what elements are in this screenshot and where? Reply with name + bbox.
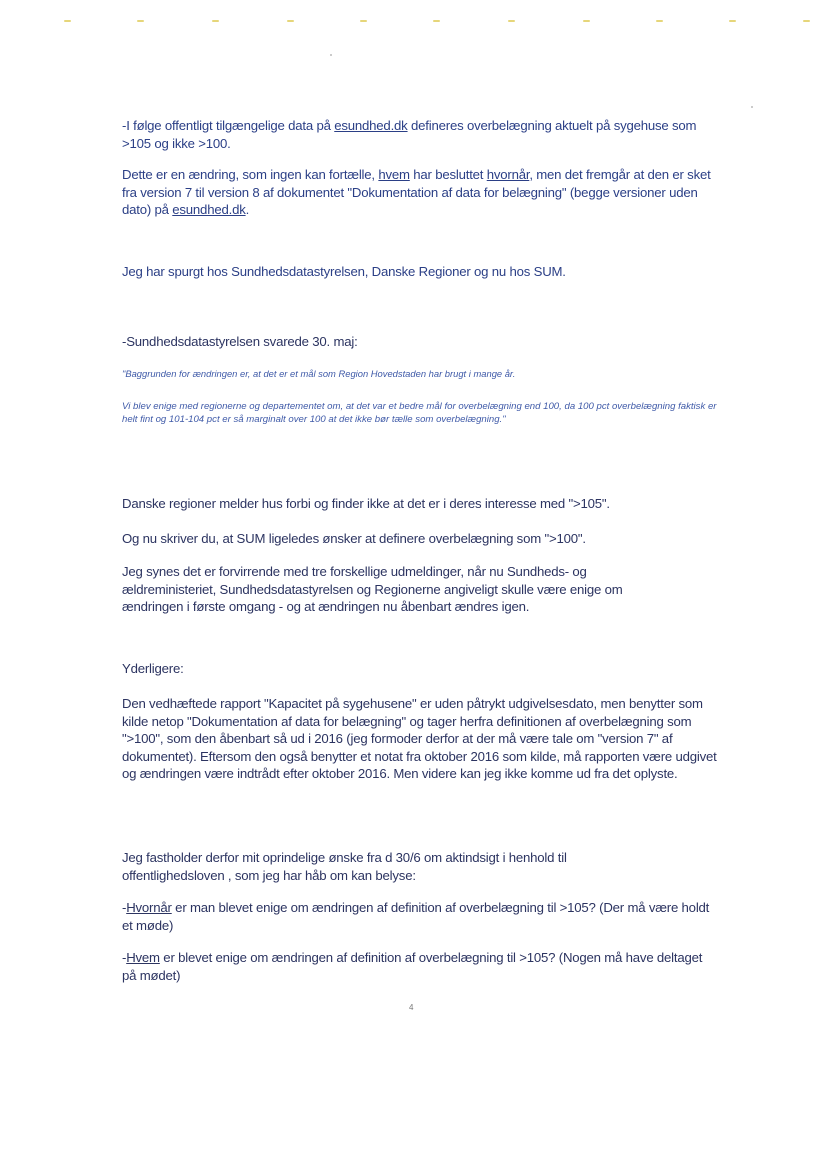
paragraph-request: Jeg fastholder derfor mit oprindelige ønske fra d 30/6 om aktindsigt i henhold til offentlighedsloven , som jeg har håb om kan belyse: bbox=[122, 850, 567, 883]
quote-background: "Baggrunden for ændringen er, at det er et mål som Region Hovedstaden har brugt i mange år. bbox=[122, 368, 516, 379]
question-who: -Hvem er blevet enige om ændringen af definition af overbelægning til >105? (Nogen må have deltaget på mødet) bbox=[122, 950, 703, 983]
scan-artifacts bbox=[0, 14, 828, 28]
heading-further: Yderligere: bbox=[122, 661, 184, 676]
scan-speck bbox=[330, 54, 332, 56]
esundhed-link[interactable]: esundhed.dk bbox=[172, 202, 246, 217]
paragraph-change: Dette er en ændring, som ingen kan fortælle, hvem har besluttet hvornår, men det fremgår at den er sket fra version 7 til version 8 af dokumentet "Dokumentation af data for belægning" (begge versioner uden dato) på esundhed.dk. bbox=[122, 167, 711, 217]
scan-speck bbox=[751, 106, 753, 108]
paragraph-asked: Jeg har spurgt hos Sundhedsdatastyrelsen, Danske Regioner og nu hos SUM. bbox=[122, 264, 566, 279]
quote-agreement: Vi blev enige med regionerne og departementet om, at det var et bedre mål for overbelægning end 100, da 100 pct overbelægning faktisk er helt fint og 101-104 pct er så marginalt over 100 at det ikke bør tælle som overbelægning." bbox=[122, 401, 717, 425]
page-number: 4 bbox=[409, 1003, 414, 1012]
paragraph-confusing: Jeg synes det er forvirrende med tre forskellige udmeldinger, når nu Sundheds- og ældreministeriet, Sundhedsdatastyrelsen og Regionerne angiveligt skulle være enige om ændringen i første omgang - og at ændringen nu åbenbart ændres igen. bbox=[122, 564, 623, 614]
esundhed-link[interactable]: esundhed.dk bbox=[334, 118, 408, 133]
paragraph-definition: -I følge offentligt tilgængelige data på esundhed.dk defineres overbelægning aktuelt på sygehuse som >105 og ikke >100. bbox=[122, 118, 697, 151]
paragraph-report: Den vedhæftede rapport "Kapacitet på sygehusene" er uden påtrykt udgivelsesdato, men benytter som kilde netop "Dokumentation af data for belægning" og tager herfra definitionen af overbelægning som ">100", som den åbenbart så ud i 2016 (jeg formoder derfor at der må være tale om "version 7" af dokumentet). Eftersom den også benytter et notat fra oktober 2016 som kilde, må rapporten være udgivet og ændringen være indtrådt efter oktober 2016. Men videre kan jeg ikke komme ud fra det oplyste. bbox=[122, 696, 717, 781]
paragraph-danske-regioner: Danske regioner melder hus forbi og finder ikke at det er i deres interesse med ">105". bbox=[122, 496, 610, 511]
paragraph-sum: Og nu skriver du, at SUM ligeledes ønsker at definere overbelægning som ">100". bbox=[122, 531, 586, 546]
paragraph-sds-reply: -Sundhedsdatastyrelsen svarede 30. maj: bbox=[122, 334, 358, 349]
question-when: -Hvornår er man blevet enige om ændringen af definition af overbelægning til >105? (Der må være holdt et møde) bbox=[122, 900, 710, 933]
